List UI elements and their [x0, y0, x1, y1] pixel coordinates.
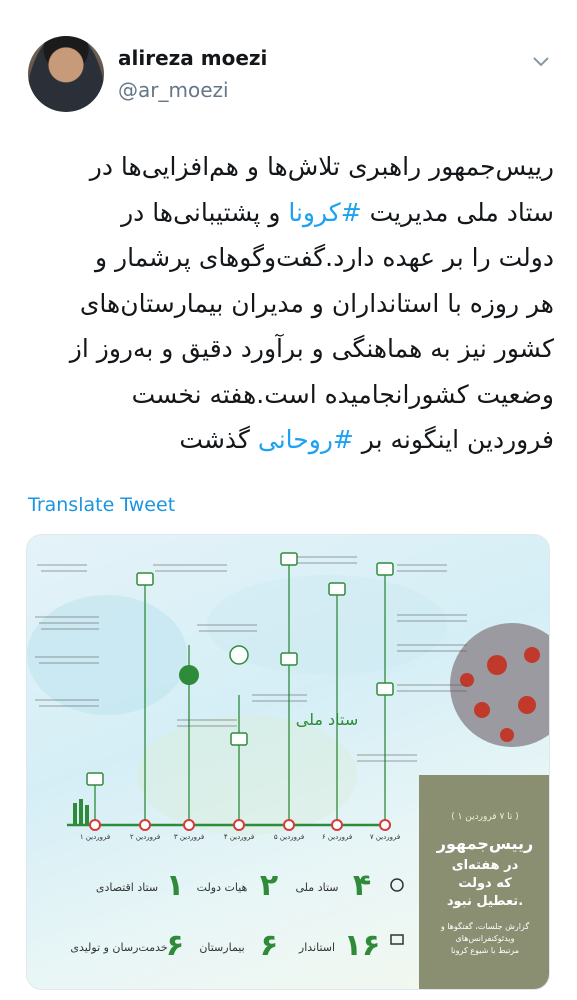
tweet-header	[0, 0, 577, 120]
tweet-line: دولت را بر عهده دارد.گفت‌وگوهای پرشمار و	[95, 243, 554, 272]
tweet-line-text: فروردین اینگونه بر	[353, 425, 554, 454]
display-name[interactable]: alireza moezi	[118, 46, 268, 70]
hashtag-link[interactable]: #کرونا	[288, 197, 362, 227]
stat-number: ۶	[259, 928, 279, 963]
stat-label: خدمت‌رسان و تولیدی	[70, 941, 168, 954]
panel-title: تعطیل نبود.	[446, 894, 524, 909]
stat-number: ۴	[352, 868, 372, 903]
panel-title: که دولت	[458, 876, 512, 891]
stat-label: هیات دولت	[196, 881, 248, 894]
panel-subtitle: گزارش جلسات، گفتگوها و	[440, 922, 530, 931]
timeline-date: ۴ فروردین	[223, 833, 255, 841]
grass-decoration	[73, 799, 89, 825]
user-handle[interactable]: @ar_moezi	[118, 78, 229, 102]
tweet-image[interactable]	[26, 534, 550, 990]
tweet-line-text: و پشتیبانی‌ها در	[121, 197, 289, 227]
timeline-date: ۵ فروردین	[273, 833, 305, 841]
sun-icon	[391, 879, 403, 891]
timeline-date: ۱ فروردین	[79, 833, 111, 841]
timeline-date: ۶ فروردین	[321, 833, 353, 841]
stat-number: ۶	[165, 928, 185, 963]
phone-icon	[179, 665, 199, 685]
timeline-date: ۲ فروردین	[129, 833, 161, 841]
hashtag-link[interactable]: #روحانی	[257, 425, 354, 454]
panel-title: در هفته‌ای	[451, 858, 519, 873]
tweet-line: رییس‌جمهور راهبری تلاش‌ها و هم‌افزایی‌ها در	[89, 152, 554, 181]
stats	[70, 868, 403, 963]
tweet-text	[22, 144, 554, 463]
stat-number: ۱	[165, 868, 185, 903]
infographic	[27, 535, 550, 990]
tweet-line-text: ستاد ملی مدیریت	[361, 197, 554, 227]
panel-title: رییس‌جمهور	[436, 834, 534, 853]
timeline-date: ۳ فروردین	[173, 833, 205, 841]
summary-panel	[419, 775, 550, 990]
avatar[interactable]	[28, 36, 104, 112]
stat-label: استاندار	[298, 941, 336, 954]
video-icon	[391, 935, 403, 944]
stat-number: ۲	[259, 868, 279, 903]
center-label: ستاد ملی	[295, 710, 359, 729]
stat-label: ستاد ملی	[295, 881, 339, 894]
stat-label: بیمارستان	[199, 941, 245, 954]
tweet-line-text: گذشت	[179, 425, 258, 454]
panel-subtitle: مرتبط با شیوع کرونا	[451, 946, 519, 955]
stat-label: ستاد اقتصادی	[95, 881, 159, 894]
red-crescent-icon	[230, 646, 248, 664]
panel-subtitle: ویدئوکنفرانس‌های	[455, 934, 515, 943]
tweet-line: هر روزه با استانداران و مدیران بیمارستان‌های	[79, 288, 554, 318]
translate-tweet-link[interactable]: Translate Tweet	[28, 494, 176, 516]
tweet-line: وضعیت کشورانجامیده است.هفته نخست	[131, 379, 554, 409]
tweet-line	[22, 190, 554, 236]
tweet-line: کشور نیز به هماهنگی و برآورد دقیق و به‌روز از	[69, 334, 554, 363]
stat-number: ۱۶	[343, 928, 381, 963]
tweet-line	[22, 417, 554, 463]
chevron-down-icon[interactable]	[530, 50, 552, 72]
timeline-date: ۷ فروردین	[369, 833, 401, 841]
panel-date: ( ۱ تا ۷ فروردین )	[451, 812, 519, 822]
